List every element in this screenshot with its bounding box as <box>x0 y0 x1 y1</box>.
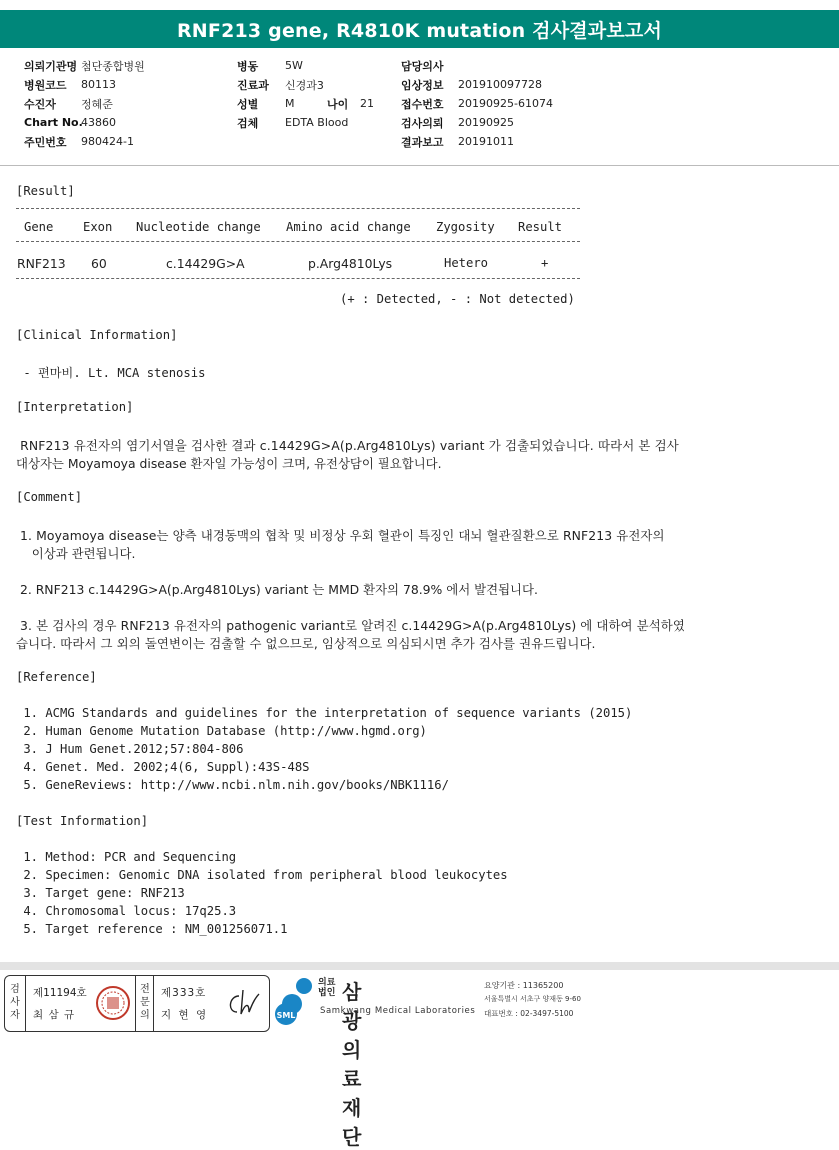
label-hospital-code: 병원코드 <box>24 78 67 92</box>
value-clinical-info: 201910097728 <box>458 78 542 91</box>
value-hospital-code: 80113 <box>81 78 116 91</box>
result-heading: [Result] <box>16 184 75 198</box>
info-column-1 <box>24 56 145 151</box>
reference-item-4: 4. Genet. Med. 2002;4(6, Suppl):43S-48S <box>16 760 310 774</box>
result-legend: (+ : Detected, - : Not detected) <box>340 292 575 306</box>
cell-result: + <box>541 256 549 270</box>
label-clinical-info: 임상정보 <box>401 78 444 92</box>
specialist-vertical-label: 전문의 <box>140 984 150 1021</box>
label-sex: 성별 <box>237 97 259 111</box>
org-type: 의료법인 <box>318 978 336 998</box>
label-requesting-institution: 의뢰기관명 <box>24 59 78 73</box>
reference-item-1: 1. ACMG Standards and guidelines for the interpretation of sequence variants (2015) <box>16 706 633 720</box>
examiner-license-no: 제11194호 <box>33 987 87 999</box>
org-phone: 대표번호 : 02-3497-5100 <box>484 1009 574 1018</box>
report-title: RNF213 gene, R4810K mutation 검사결과보고서 <box>0 10 839 48</box>
value-patient-name: 정혜준 <box>81 97 113 111</box>
col-header-exon: Exon <box>83 220 113 234</box>
result-divider-top <box>16 208 580 209</box>
test-info-heading: [Test Information] <box>16 814 149 828</box>
test-info-item-2: 2. Specimen: Genomic DNA isolated from peripheral blood leukocytes <box>16 868 508 882</box>
value-specimen: EDTA Blood <box>285 116 349 129</box>
examiner-seal <box>95 985 131 1021</box>
comment-3-line-2: 습니다. 따라서 그 외의 돌연변이는 검출할 수 없으므로, 임상적으로 의심되시면 추가 검사를 권유드립니다. <box>16 636 596 651</box>
test-info-item-5: 5. Target reference : NM_001256071.1 <box>16 922 288 936</box>
value-report-date: 20191011 <box>458 135 514 148</box>
interpretation-heading: [Interpretation] <box>16 400 134 414</box>
clinical-text: - 편마비. Lt. MCA stenosis <box>16 366 206 380</box>
value-request-date: 20190925 <box>458 116 514 129</box>
interpretation-line-2: 대상자는 Moyamoya disease 환자일 가능성이 크며, 유전상담이 필요합니다. <box>16 456 442 471</box>
reference-item-3: 3. J Hum Genet.2012;57:804-806 <box>16 742 244 756</box>
cell-amino-acid: p.Arg4810Lys <box>308 256 393 271</box>
value-sex: M <box>285 97 295 110</box>
cell-nucleotide: c.14429G>A <box>166 256 245 271</box>
col-header-nucleotide: Nucleotide change <box>136 220 261 234</box>
label-doctor: 담당의사 <box>401 59 444 73</box>
label-department: 진료과 <box>237 78 269 92</box>
value-receipt-no: 20190925-61074 <box>458 97 553 110</box>
reference-item-5: 5. GeneReviews: http://www.ncbi.nlm.nih.gov/books/NBK1116/ <box>16 778 449 792</box>
specialist-signature <box>223 986 265 1020</box>
org-name: 삼광의료재단 <box>342 980 363 1149</box>
label-ward: 병동 <box>237 59 259 73</box>
label-request-date: 검사의뢰 <box>401 116 444 130</box>
result-divider-mid <box>16 241 580 242</box>
signature-box <box>4 975 270 1032</box>
footer-divider <box>0 962 839 970</box>
interpretation-line-1: RNF213 유전자의 염기서열을 검사한 결과 c.14429G>A(p.Arg4810Lys) variant 가 검출되었습니다. 따라서 본 검사 <box>16 438 679 453</box>
col-header-gene: Gene <box>24 220 54 234</box>
examiner-name: 최 삼 규 <box>33 1009 76 1021</box>
label-chart-no: Chart No. <box>24 116 83 129</box>
comment-1-line-2: 이상과 관련됩니다. <box>16 546 136 561</box>
comment-heading: [Comment] <box>16 490 83 504</box>
patient-info-panel <box>0 56 839 166</box>
info-column-3 <box>401 56 553 151</box>
cell-exon: 60 <box>91 256 107 271</box>
value-ward: 5W <box>285 59 303 72</box>
label-receipt-no: 접수번호 <box>401 97 444 111</box>
label-patient-name: 수진자 <box>24 97 56 111</box>
value-requesting-institution: 첨단종합병원 <box>81 59 145 73</box>
value-age: 21 <box>360 97 374 110</box>
col-header-zygosity: Zygosity <box>436 220 495 234</box>
org-english-name: Samkwang Medical Laboratories <box>320 1006 476 1016</box>
clinical-heading: [Clinical Information] <box>16 328 178 342</box>
label-resident-no: 주민번호 <box>24 135 67 149</box>
reference-item-2: 2. Human Genome Mutation Database (http://www.hgmd.org) <box>16 724 427 738</box>
test-info-item-3: 3. Target gene: RNF213 <box>16 886 185 900</box>
report-body <box>0 172 839 957</box>
value-department: 신경과3 <box>285 78 324 92</box>
org-code: 요양기관 : 11365200 <box>484 981 564 990</box>
value-chart-no: 43860 <box>81 116 116 129</box>
specialist-license-no: 제333호 <box>161 987 207 999</box>
col-header-amino-acid: Amino acid change <box>286 220 411 234</box>
label-specimen: 검체 <box>237 116 259 130</box>
org-address: 서울특별시 서초구 양재동 9-60 <box>484 995 581 1003</box>
comment-2: 2. RNF213 c.14429G>A(p.Arg4810Lys) variant 는 MMD 환자의 78.9% 에서 발견됩니다. <box>16 582 538 597</box>
info-column-2 <box>237 56 374 132</box>
sml-logo-text: SML <box>276 1011 296 1020</box>
result-divider-bottom <box>16 278 580 279</box>
value-resident-no: 980424-1 <box>81 135 134 148</box>
cell-zygosity: Hetero <box>444 256 489 270</box>
test-info-item-4: 4. Chromosomal locus: 17q25.3 <box>16 904 237 918</box>
reference-heading: [Reference] <box>16 670 97 684</box>
specialist-name: 지 현 영 <box>161 1009 209 1021</box>
label-age: 나이 <box>327 97 349 111</box>
info-divider <box>0 165 839 166</box>
comment-3-line-1: 3. 본 검사의 경우 RNF213 유전자의 pathogenic variant로 알려진 c.14429G>A(p.Arg4810Lys) 에 대하여 분석하였 <box>16 618 685 633</box>
test-info-item-1: 1. Method: PCR and Sequencing <box>16 850 237 864</box>
cell-gene: RNF213 <box>17 256 66 271</box>
sml-logo-mark <box>274 976 318 1026</box>
col-header-result: Result <box>518 220 563 234</box>
label-report-date: 결과보고 <box>401 135 444 149</box>
examiner-vertical-label: 검사자 <box>10 984 20 1021</box>
comment-1-line-1: 1. Moyamoya disease는 양측 내경동맥의 협착 및 비정상 우회 혈관이 특징인 대뇌 혈관질환으로 RNF213 유전자의 <box>16 528 665 543</box>
